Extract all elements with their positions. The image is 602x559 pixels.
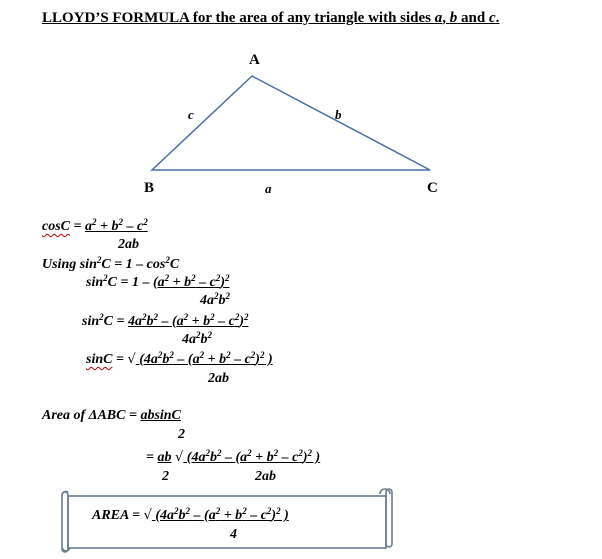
- using-line: Using $\sin^2C = 1 - \cos^2C$: [42, 255, 180, 272]
- title-sep2: and: [457, 10, 489, 26]
- area2-numerator1: ab: [157, 450, 172, 465]
- final-formula-line: [92, 508, 289, 524]
- step3-numerator: ($4a^2b^2 - (a^2 + b^2 - c^2)^2$ ): [135, 350, 273, 367]
- step1-denominator: $4a^2b^2$: [200, 291, 230, 308]
- sqrt-symbol-2: √: [174, 450, 184, 465]
- vertex-c-label: C: [427, 180, 438, 196]
- area2-numerator2: ($4a^2b^2 - (a^2 + b^2 - c^2)^2$ ): [183, 448, 321, 465]
- title-sep1: ,: [442, 10, 450, 26]
- step3-eq: =: [112, 352, 128, 367]
- title-side-a: a: [434, 10, 443, 26]
- cos-rule-lhs: cosC: [42, 219, 70, 234]
- cos-rule-numerator: $a^2 + b^2 - c^2$: [84, 217, 148, 234]
- title-end: .: [495, 10, 500, 26]
- step1-line: $\sin^2C = 1 - (a^2 + b^2 - c^2)^2$: [86, 273, 230, 290]
- final-lhs: AREA =: [92, 508, 144, 523]
- cos-rule-eq: =: [70, 219, 85, 234]
- vertex-a-label: A: [249, 52, 260, 68]
- area2-denominator1: 2: [162, 469, 169, 484]
- step3-lhs: sinC: [86, 352, 113, 367]
- area2-eq: =: [146, 450, 158, 465]
- cos-rule-line: [42, 219, 148, 235]
- area1-denominator: 2: [178, 427, 185, 442]
- side-b-label: b: [335, 107, 342, 122]
- step3-denominator: 2ab: [208, 371, 229, 386]
- triangle-shape: [152, 76, 430, 170]
- cos-rule-denominator: 2ab: [118, 237, 139, 252]
- area2-denominator2: 2ab: [255, 469, 276, 484]
- final-denominator: 4: [230, 527, 237, 542]
- step3-line: [86, 352, 273, 368]
- side-c-label: c: [188, 107, 194, 122]
- vertex-b-label: B: [144, 180, 155, 196]
- area1-lhs: Area of ΔABC =: [42, 408, 141, 423]
- side-a-label: a: [265, 181, 272, 196]
- step2-line: $\sin^2C = 4a^2b^2 - (a^2 + b^2 - c^2)^2$: [82, 312, 249, 329]
- area2-line: [146, 450, 320, 466]
- sqrt-symbol-1: √: [127, 352, 136, 367]
- sqrt-symbol-3: √: [143, 508, 152, 523]
- title-prefix: LLOYD’S FORMULA for the area of any triangle with sides: [42, 10, 435, 26]
- step2-denominator: $4a^2b^2$: [182, 330, 212, 347]
- area1-numerator: absinC: [140, 408, 181, 423]
- title-side-c: c: [488, 10, 496, 26]
- title-side-b: b: [449, 10, 458, 26]
- final-numerator: ($4a^2b^2 - (a^2 + b^2 - c^2)^2$ ): [151, 506, 289, 523]
- area1-line: [42, 408, 181, 424]
